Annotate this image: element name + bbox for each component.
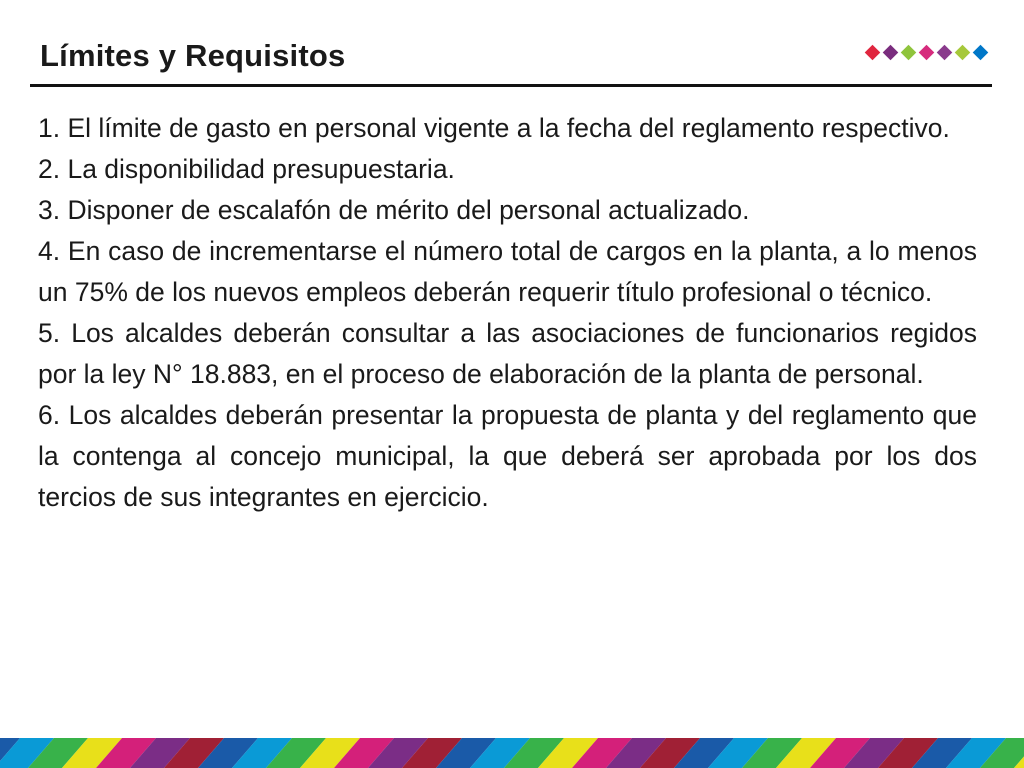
logo-diamond bbox=[883, 45, 899, 61]
list-item: 2. La disponibilidad presupuestaria. bbox=[38, 154, 455, 184]
logo-diamond bbox=[901, 45, 917, 61]
list-item: 4. En caso de incrementarse el número total de cargos en la planta, a lo menos un 75% de los nuevos empleos deberán requerir título profesional o técnico. bbox=[38, 236, 977, 307]
decorative-footer-band bbox=[0, 738, 1024, 768]
logo-diamond bbox=[865, 45, 881, 61]
list-item: 3. Disponer de escalafón de mérito del personal actualizado. bbox=[38, 195, 750, 225]
list-item: 6. Los alcaldes deberán presentar la propuesta de planta y del reglamento que la contenga al concejo municipal, la que deberá ser aprobada por los dos tercios de sus integrantes en ejercicio. bbox=[38, 400, 977, 512]
logo-diamond bbox=[973, 45, 989, 61]
logo-diamond bbox=[919, 45, 935, 61]
logo-diamond bbox=[955, 45, 971, 61]
footer-stripes bbox=[0, 738, 1024, 768]
list-item: 1. El límite de gasto en personal vigente a la fecha del reglamento respectivo. bbox=[38, 113, 950, 143]
title-underline bbox=[30, 84, 992, 87]
list-item: 5. Los alcaldes deberán consultar a las asociaciones de funcionarios regidos por la ley N° 18.883, en el proceso de elaboración de la planta de personal. bbox=[38, 318, 977, 389]
page-title: Límites y Requisitos bbox=[40, 38, 346, 73]
logo-diamond bbox=[937, 45, 953, 61]
brand-logo-diamonds bbox=[865, 44, 993, 64]
requirements-list bbox=[38, 108, 977, 518]
